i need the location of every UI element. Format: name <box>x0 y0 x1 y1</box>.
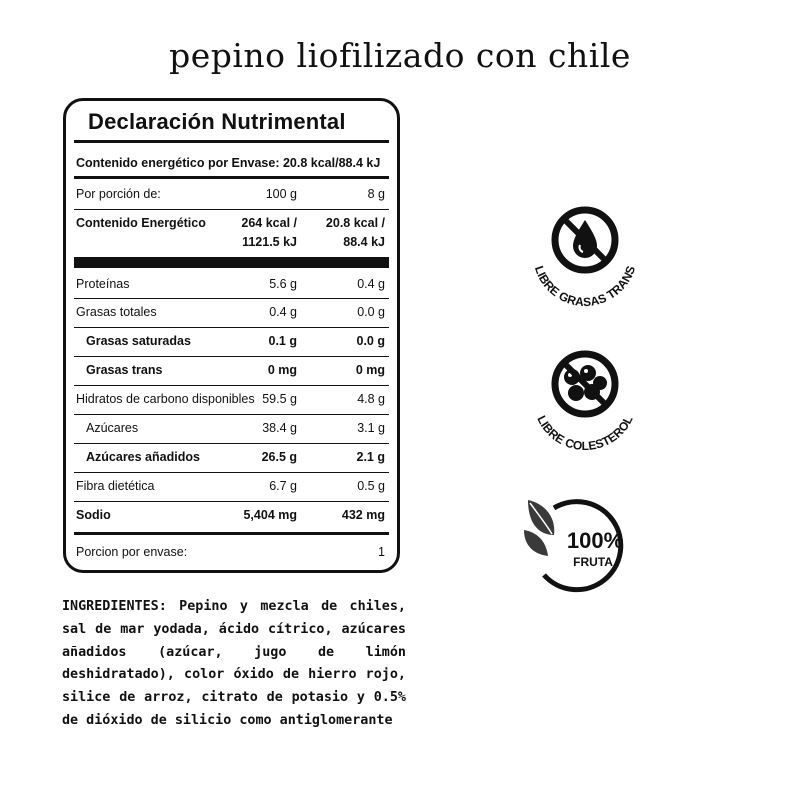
nutrient-value-100: 0.4 g <box>269 305 297 319</box>
fruit-badge <box>518 490 638 600</box>
portion-100: 100 g <box>265 187 297 201</box>
servings-value: 1 <box>378 545 385 559</box>
trans-fat-free-badge <box>520 194 650 314</box>
nutrient-value-100: 0.1 g <box>268 334 297 348</box>
energy-per-package: Contenido energético por Envase: 20.8 kcal/88.4 kJ <box>76 156 381 170</box>
ingredients-text: INGREDIENTES: Pepino y mezcla de chiles, sal de mar yodada, ácido cítrico, azúcares añadidos (azúcar, jugo de limón deshidratado), color óxido de hierro rojo, silice de arroz, citrato de potasio y 0.5% de dióxido de silicio como antiglomerante <box>62 599 406 728</box>
nutrient-label: Grasas saturadas <box>86 334 191 348</box>
fruit-percent: 100% <box>566 528 624 553</box>
nutrient-value-100: 5,404 mg <box>243 508 297 522</box>
divider <box>74 385 389 386</box>
cholesterol-badge-text: LIBRE COLESTEROL <box>534 413 636 454</box>
trans-fat-badge-text: LIBRE GRASAS TRANS <box>531 263 639 310</box>
nutrient-label: Azúcares añadidos <box>86 450 200 464</box>
no-cholesterol-icon <box>520 338 650 458</box>
nutrient-value-serving: 0.0 g <box>356 334 385 348</box>
energy-serving-line2: 88.4 kJ <box>343 235 385 249</box>
nutrient-value-serving: 0.4 g <box>357 277 385 291</box>
divider <box>74 472 389 473</box>
nutrient-label: Sodio <box>76 508 111 522</box>
divider <box>74 176 389 179</box>
portion-label: Por porción de: <box>76 187 161 201</box>
nutrient-value-serving: 0 mg <box>355 363 385 377</box>
portion-serving: 8 g <box>367 187 385 201</box>
energy-100-line1: 264 kcal / <box>241 216 297 230</box>
no-oil-drop-icon <box>520 194 650 314</box>
divider <box>74 356 389 357</box>
divider <box>74 532 389 535</box>
nutrient-value-100: 59.5 g <box>262 392 297 406</box>
nutrient-value-serving: 2.1 g <box>356 450 385 464</box>
divider <box>74 443 389 444</box>
nutrition-facts-panel <box>63 98 400 573</box>
divider <box>74 140 389 143</box>
nutrient-value-100: 5.6 g <box>269 277 297 291</box>
nutrient-value-serving: 3.1 g <box>357 421 385 435</box>
servings-label: Porcion por envase: <box>76 545 188 559</box>
nutrient-label: Proteínas <box>76 277 130 291</box>
fruit-word: FRUTA <box>573 555 613 569</box>
nutrient-label: Grasas totales <box>76 305 157 319</box>
nutrient-value-serving: 0.5 g <box>357 479 385 493</box>
divider <box>74 209 389 210</box>
energy-label: Contenido Energético <box>76 216 206 230</box>
nutrient-label: Grasas trans <box>86 363 163 377</box>
thick-divider <box>74 257 389 268</box>
nutrient-value-100: 0 mg <box>267 363 297 377</box>
nutrient-label: Fibra dietética <box>76 479 155 493</box>
divider <box>74 327 389 328</box>
leaf-icon <box>518 490 638 600</box>
nutrient-value-100: 26.5 g <box>261 450 297 464</box>
nutrient-label: Azúcares <box>86 421 139 435</box>
energy-serving-line1: 20.8 kcal / <box>325 216 385 230</box>
divider <box>74 501 389 502</box>
divider <box>74 414 389 415</box>
nutrient-value-serving: 4.8 g <box>357 392 385 406</box>
nutrition-heading: Declaración Nutrimental <box>88 109 346 134</box>
cholesterol-free-badge <box>520 338 650 458</box>
nutrient-value-100: 6.7 g <box>269 479 297 493</box>
nutrient-value-serving: 432 mg <box>341 508 385 522</box>
energy-100-line2: 1121.5 kJ <box>242 235 297 249</box>
nutrient-label: Hidratos de carbono disponibles <box>76 392 255 406</box>
divider <box>74 298 389 299</box>
product-title: pepino liofilizado con chile <box>169 36 631 75</box>
nutrient-value-serving: 0.0 g <box>357 305 385 319</box>
nutrient-value-100: 38.4 g <box>262 421 297 435</box>
